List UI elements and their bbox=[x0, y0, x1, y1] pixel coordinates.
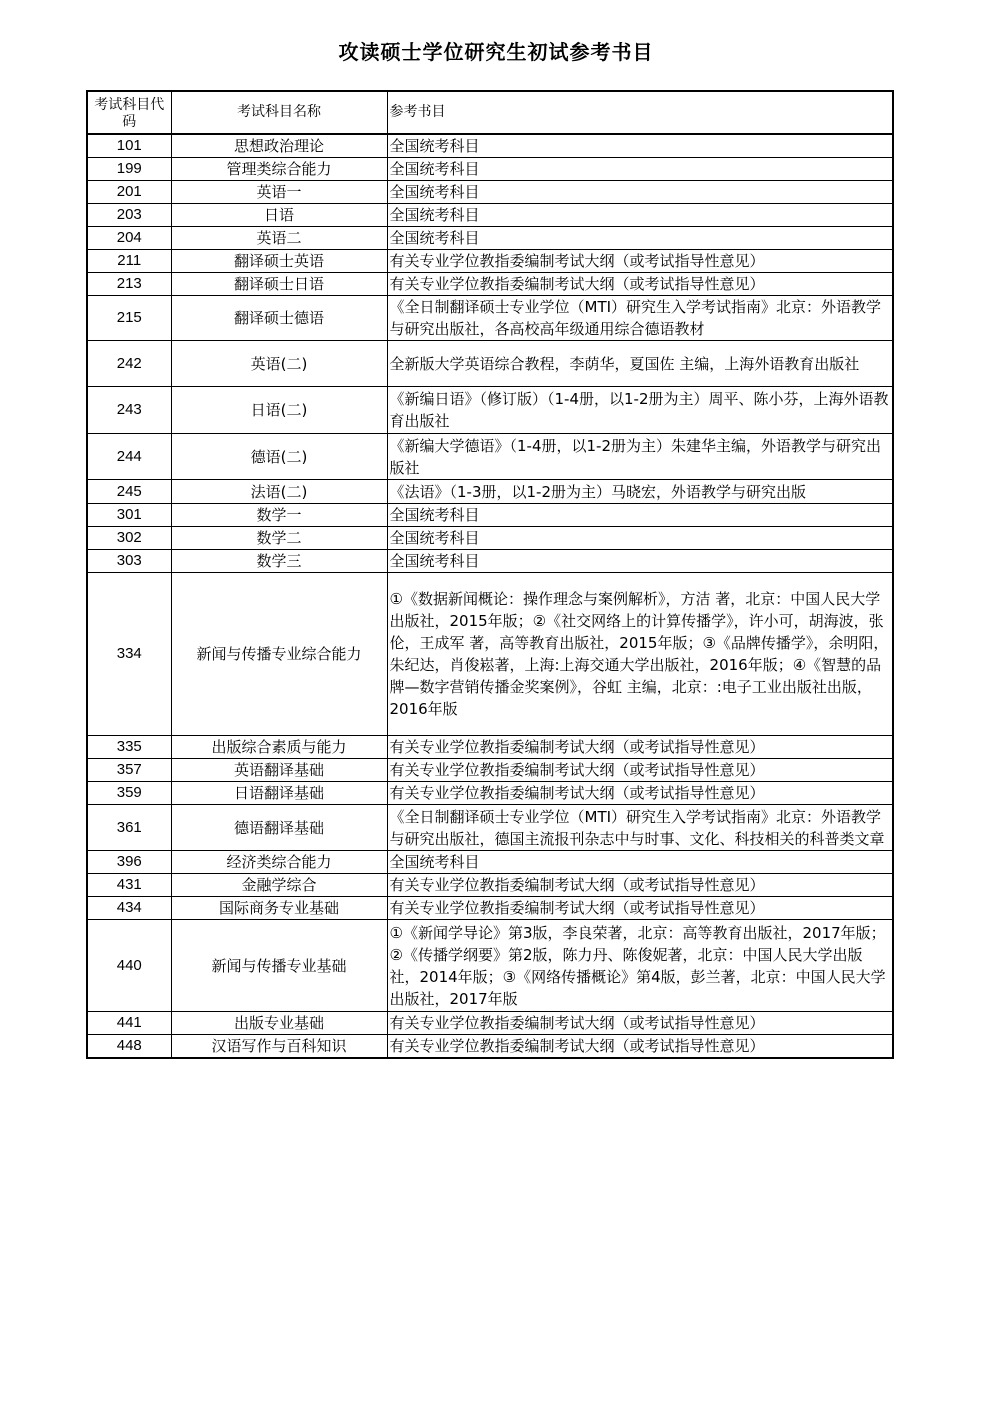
cell-name: 日语翻译基础 bbox=[171, 782, 387, 805]
cell-name: 出版综合素质与能力 bbox=[171, 736, 387, 759]
table-row bbox=[87, 158, 893, 181]
cell-name: 英语翻译基础 bbox=[171, 759, 387, 782]
table-row bbox=[87, 250, 893, 273]
cell-code: 245 bbox=[87, 480, 171, 504]
table-row bbox=[87, 851, 893, 874]
cell-books: 有关专业学位教指委编制考试大纲（或考试指导性意见） bbox=[387, 736, 893, 759]
cell-books: 全国统考科目 bbox=[387, 550, 893, 573]
cell-code: 244 bbox=[87, 434, 171, 480]
cell-books: 全新版大学英语综合教程，李荫华，夏国佐 主编，上海外语教育出版社 bbox=[387, 341, 893, 387]
cell-name: 英语(二) bbox=[171, 341, 387, 387]
cell-name: 数学一 bbox=[171, 504, 387, 527]
cell-code: 302 bbox=[87, 527, 171, 550]
cell-code: 101 bbox=[87, 134, 171, 158]
cell-books: 有关专业学位教指委编制考试大纲（或考试指导性意见） bbox=[387, 250, 893, 273]
table-header-row bbox=[87, 91, 893, 134]
cell-books: 全国统考科目 bbox=[387, 134, 893, 158]
table-row bbox=[87, 782, 893, 805]
cell-code: 199 bbox=[87, 158, 171, 181]
cell-code: 434 bbox=[87, 897, 171, 920]
cell-code: 203 bbox=[87, 204, 171, 227]
cell-name: 数学三 bbox=[171, 550, 387, 573]
table-row bbox=[87, 1035, 893, 1059]
header-code: 考试科目代码 bbox=[87, 91, 171, 134]
cell-code: 431 bbox=[87, 874, 171, 897]
cell-name: 经济类综合能力 bbox=[171, 851, 387, 874]
cell-code: 361 bbox=[87, 805, 171, 851]
table-row bbox=[87, 874, 893, 897]
cell-name: 出版专业基础 bbox=[171, 1012, 387, 1035]
cell-code: 301 bbox=[87, 504, 171, 527]
cell-books: 全国统考科目 bbox=[387, 227, 893, 250]
cell-name: 日语 bbox=[171, 204, 387, 227]
cell-name: 德语翻译基础 bbox=[171, 805, 387, 851]
table-row bbox=[87, 550, 893, 573]
cell-code: 242 bbox=[87, 341, 171, 387]
cell-code: 335 bbox=[87, 736, 171, 759]
cell-books: ①《新闻学导论》第3版，李良荣著，北京：高等教育出版社，2017年版；②《传播学纲要》第2版，陈力丹、陈俊妮著，北京：中国人民大学出版社，2014年版；③《网络传播概论》第4版，彭兰著，北京：中国人民大学出版社，2017年版 bbox=[387, 920, 893, 1012]
cell-code: 243 bbox=[87, 387, 171, 434]
cell-books: ①《数据新闻概论：操作理念与案例解析》，方洁 著，北京：中国人民大学出版社，2015年版；②《社交网络上的计算传播学》，许小可，胡海波，张伦，王成军 著，高等教育出版社，2015年版；③《品牌传播学》，余明阳，朱纪达，肖俊崧著，上海:上海交通大学出版社，2016年版；④《智慧的品牌—数字营销传播金奖案例》，谷虹 主编，北京：:电子工业出版社出版，2016年版 bbox=[387, 573, 893, 736]
cell-books: 《新编日语》（修订版）（1-4册，以1-2册为主）周平、陈小芬，上海外语教育出版社 bbox=[387, 387, 893, 434]
cell-code: 448 bbox=[87, 1035, 171, 1059]
table-row bbox=[87, 573, 893, 736]
cell-books: 有关专业学位教指委编制考试大纲（或考试指导性意见） bbox=[387, 874, 893, 897]
table-row bbox=[87, 920, 893, 1012]
cell-code: 201 bbox=[87, 181, 171, 204]
table-row bbox=[87, 273, 893, 296]
table-row bbox=[87, 341, 893, 387]
cell-books: 全国统考科目 bbox=[387, 204, 893, 227]
cell-books: 全国统考科目 bbox=[387, 181, 893, 204]
reference-table bbox=[86, 90, 894, 1059]
table-row bbox=[87, 204, 893, 227]
cell-code: 213 bbox=[87, 273, 171, 296]
cell-name: 翻译硕士德语 bbox=[171, 296, 387, 341]
cell-code: 303 bbox=[87, 550, 171, 573]
cell-name: 英语二 bbox=[171, 227, 387, 250]
table-row bbox=[87, 1012, 893, 1035]
cell-name: 金融学综合 bbox=[171, 874, 387, 897]
table-row bbox=[87, 527, 893, 550]
cell-name: 国际商务专业基础 bbox=[171, 897, 387, 920]
cell-books: 《全日制翻译硕士专业学位（MTI）研究生入学考试指南》北京：外语教学与研究出版社，各高校高年级通用综合德语教材 bbox=[387, 296, 893, 341]
cell-code: 357 bbox=[87, 759, 171, 782]
cell-books: 全国统考科目 bbox=[387, 851, 893, 874]
cell-code: 211 bbox=[87, 250, 171, 273]
cell-name: 汉语写作与百科知识 bbox=[171, 1035, 387, 1059]
cell-code: 441 bbox=[87, 1012, 171, 1035]
cell-name: 翻译硕士日语 bbox=[171, 273, 387, 296]
table-row bbox=[87, 296, 893, 341]
cell-name: 日语(二) bbox=[171, 387, 387, 434]
cell-code: 440 bbox=[87, 920, 171, 1012]
cell-code: 204 bbox=[87, 227, 171, 250]
cell-books: 全国统考科目 bbox=[387, 527, 893, 550]
cell-name: 管理类综合能力 bbox=[171, 158, 387, 181]
header-books: 参考书目 bbox=[387, 91, 893, 134]
cell-books: 有关专业学位教指委编制考试大纲（或考试指导性意见） bbox=[387, 273, 893, 296]
table-row bbox=[87, 434, 893, 480]
table-row bbox=[87, 134, 893, 158]
cell-code: 215 bbox=[87, 296, 171, 341]
cell-books: 《新编大学德语》（1-4册，以1-2册为主）朱建华主编，外语教学与研究出版社 bbox=[387, 434, 893, 480]
header-name: 考试科目名称 bbox=[171, 91, 387, 134]
table-row bbox=[87, 227, 893, 250]
cell-books: 《法语》（1-3册，以1-2册为主）马晓宏，外语教学与研究出版 bbox=[387, 480, 893, 504]
table-row bbox=[87, 897, 893, 920]
cell-name: 翻译硕士英语 bbox=[171, 250, 387, 273]
cell-code: 396 bbox=[87, 851, 171, 874]
cell-code: 359 bbox=[87, 782, 171, 805]
cell-books: 有关专业学位教指委编制考试大纲（或考试指导性意见） bbox=[387, 782, 893, 805]
cell-books: 全国统考科目 bbox=[387, 504, 893, 527]
cell-name: 新闻与传播专业基础 bbox=[171, 920, 387, 1012]
cell-books: 有关专业学位教指委编制考试大纲（或考试指导性意见） bbox=[387, 897, 893, 920]
table-row bbox=[87, 480, 893, 504]
cell-name: 数学二 bbox=[171, 527, 387, 550]
cell-name: 法语(二) bbox=[171, 480, 387, 504]
cell-name: 新闻与传播专业综合能力 bbox=[171, 573, 387, 736]
cell-books: 全国统考科目 bbox=[387, 158, 893, 181]
cell-name: 英语一 bbox=[171, 181, 387, 204]
table-row bbox=[87, 759, 893, 782]
cell-name: 思想政治理论 bbox=[171, 134, 387, 158]
cell-books: 有关专业学位教指委编制考试大纲（或考试指导性意见） bbox=[387, 1012, 893, 1035]
table-row bbox=[87, 504, 893, 527]
cell-code: 334 bbox=[87, 573, 171, 736]
table-row bbox=[87, 736, 893, 759]
table-row bbox=[87, 181, 893, 204]
page-title: 攻读硕士学位研究生初试参考书目 bbox=[338, 40, 654, 64]
table-row bbox=[87, 387, 893, 434]
cell-name: 德语(二) bbox=[171, 434, 387, 480]
cell-books: 有关专业学位教指委编制考试大纲（或考试指导性意见） bbox=[387, 759, 893, 782]
table-row bbox=[87, 805, 893, 851]
cell-books: 《全日制翻译硕士专业学位（MTI）研究生入学考试指南》北京：外语教学与研究出版社，德国主流报刊杂志中与时事、文化、科技相关的科普类文章 bbox=[387, 805, 893, 851]
cell-books: 有关专业学位教指委编制考试大纲（或考试指导性意见） bbox=[387, 1035, 893, 1059]
